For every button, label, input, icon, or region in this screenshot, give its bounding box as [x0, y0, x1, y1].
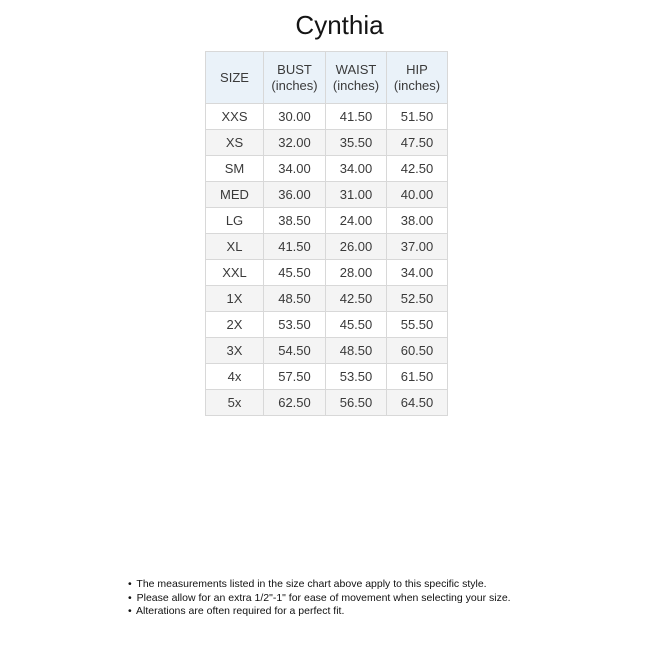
table-cell: 31.00: [326, 182, 387, 208]
bullet-icon: •: [128, 605, 132, 617]
table-cell: 56.50: [326, 390, 387, 416]
table-cell: 48.50: [326, 338, 387, 364]
table-row: [206, 260, 448, 286]
table-cell: 42.50: [326, 286, 387, 312]
table-cell: 1X: [206, 286, 264, 312]
table-cell: 24.00: [326, 208, 387, 234]
table-cell: 26.00: [326, 234, 387, 260]
table-cell: 32.00: [264, 130, 326, 156]
table-cell: LG: [206, 208, 264, 234]
table-row: [206, 182, 448, 208]
page-title: Cynthia: [295, 10, 384, 40]
table-row: [206, 234, 448, 260]
table-cell: 4x: [206, 364, 264, 390]
table-cell: 30.00: [264, 104, 326, 130]
table-row: [206, 364, 448, 390]
table-cell: XS: [206, 130, 264, 156]
table-cell: 38.00: [387, 208, 448, 234]
table-cell: 34.00: [387, 260, 448, 286]
table-cell: 42.50: [387, 156, 448, 182]
table-cell: SM: [206, 156, 264, 182]
table-cell: 54.50: [264, 338, 326, 364]
table-row: [206, 156, 448, 182]
table-row: [206, 390, 448, 416]
table-cell: 47.50: [387, 130, 448, 156]
table-cell: 45.50: [264, 260, 326, 286]
table-row: [206, 208, 448, 234]
table-cell: XL: [206, 234, 264, 260]
table-cell: 34.00: [264, 156, 326, 182]
bullet-icon: •: [128, 578, 132, 590]
table-cell: 28.00: [326, 260, 387, 286]
table-cell: 53.50: [326, 364, 387, 390]
table-cell: 57.50: [264, 364, 326, 390]
table-cell: 60.50: [387, 338, 448, 364]
note-item: • The measurements listed in the size chart above apply to this specific style.: [128, 578, 487, 590]
table-cell: 41.50: [264, 234, 326, 260]
notes-list: [128, 578, 511, 619]
table-row: [206, 104, 448, 130]
table-cell: 45.50: [326, 312, 387, 338]
table-cell: 36.00: [264, 182, 326, 208]
bullet-icon: •: [128, 591, 132, 604]
size-chart-table: [205, 51, 448, 416]
table-row: [206, 286, 448, 312]
column-header-bust: BUST (inches): [264, 52, 326, 104]
column-header-size: SIZE: [206, 52, 264, 104]
column-header-waist: WAIST (inches): [326, 52, 387, 104]
table-cell: 64.50: [387, 390, 448, 416]
table-cell: 40.00: [387, 182, 448, 208]
table-cell: 2X: [206, 312, 264, 338]
table-row: [206, 338, 448, 364]
table-cell: 55.50: [387, 312, 448, 338]
header-row: [206, 52, 448, 104]
table-cell: 41.50: [326, 104, 387, 130]
table-cell: 37.00: [387, 234, 448, 260]
table-row: [206, 130, 448, 156]
table-cell: MED: [206, 182, 264, 208]
table-cell: 5x: [206, 390, 264, 416]
table-cell: 51.50: [387, 104, 448, 130]
note-item: • Alterations are often required for a perfect fit.: [128, 605, 345, 617]
table-cell: 62.50: [264, 390, 326, 416]
table-body: [206, 104, 448, 416]
table-cell: XXS: [206, 104, 264, 130]
table-cell: 3X: [206, 338, 264, 364]
table-cell: 61.50: [387, 364, 448, 390]
table-row: [206, 312, 448, 338]
table-cell: 48.50: [264, 286, 326, 312]
column-header-hip: HIP (inches): [387, 52, 448, 104]
note-item: • Please allow for an extra 1/2"-1" for ease of movement when selecting your size.: [128, 591, 511, 604]
table-cell: 52.50: [387, 286, 448, 312]
table-cell: 53.50: [264, 312, 326, 338]
table-cell: 34.00: [326, 156, 387, 182]
table-cell: XXL: [206, 260, 264, 286]
table-cell: 38.50: [264, 208, 326, 234]
table-cell: 35.50: [326, 130, 387, 156]
